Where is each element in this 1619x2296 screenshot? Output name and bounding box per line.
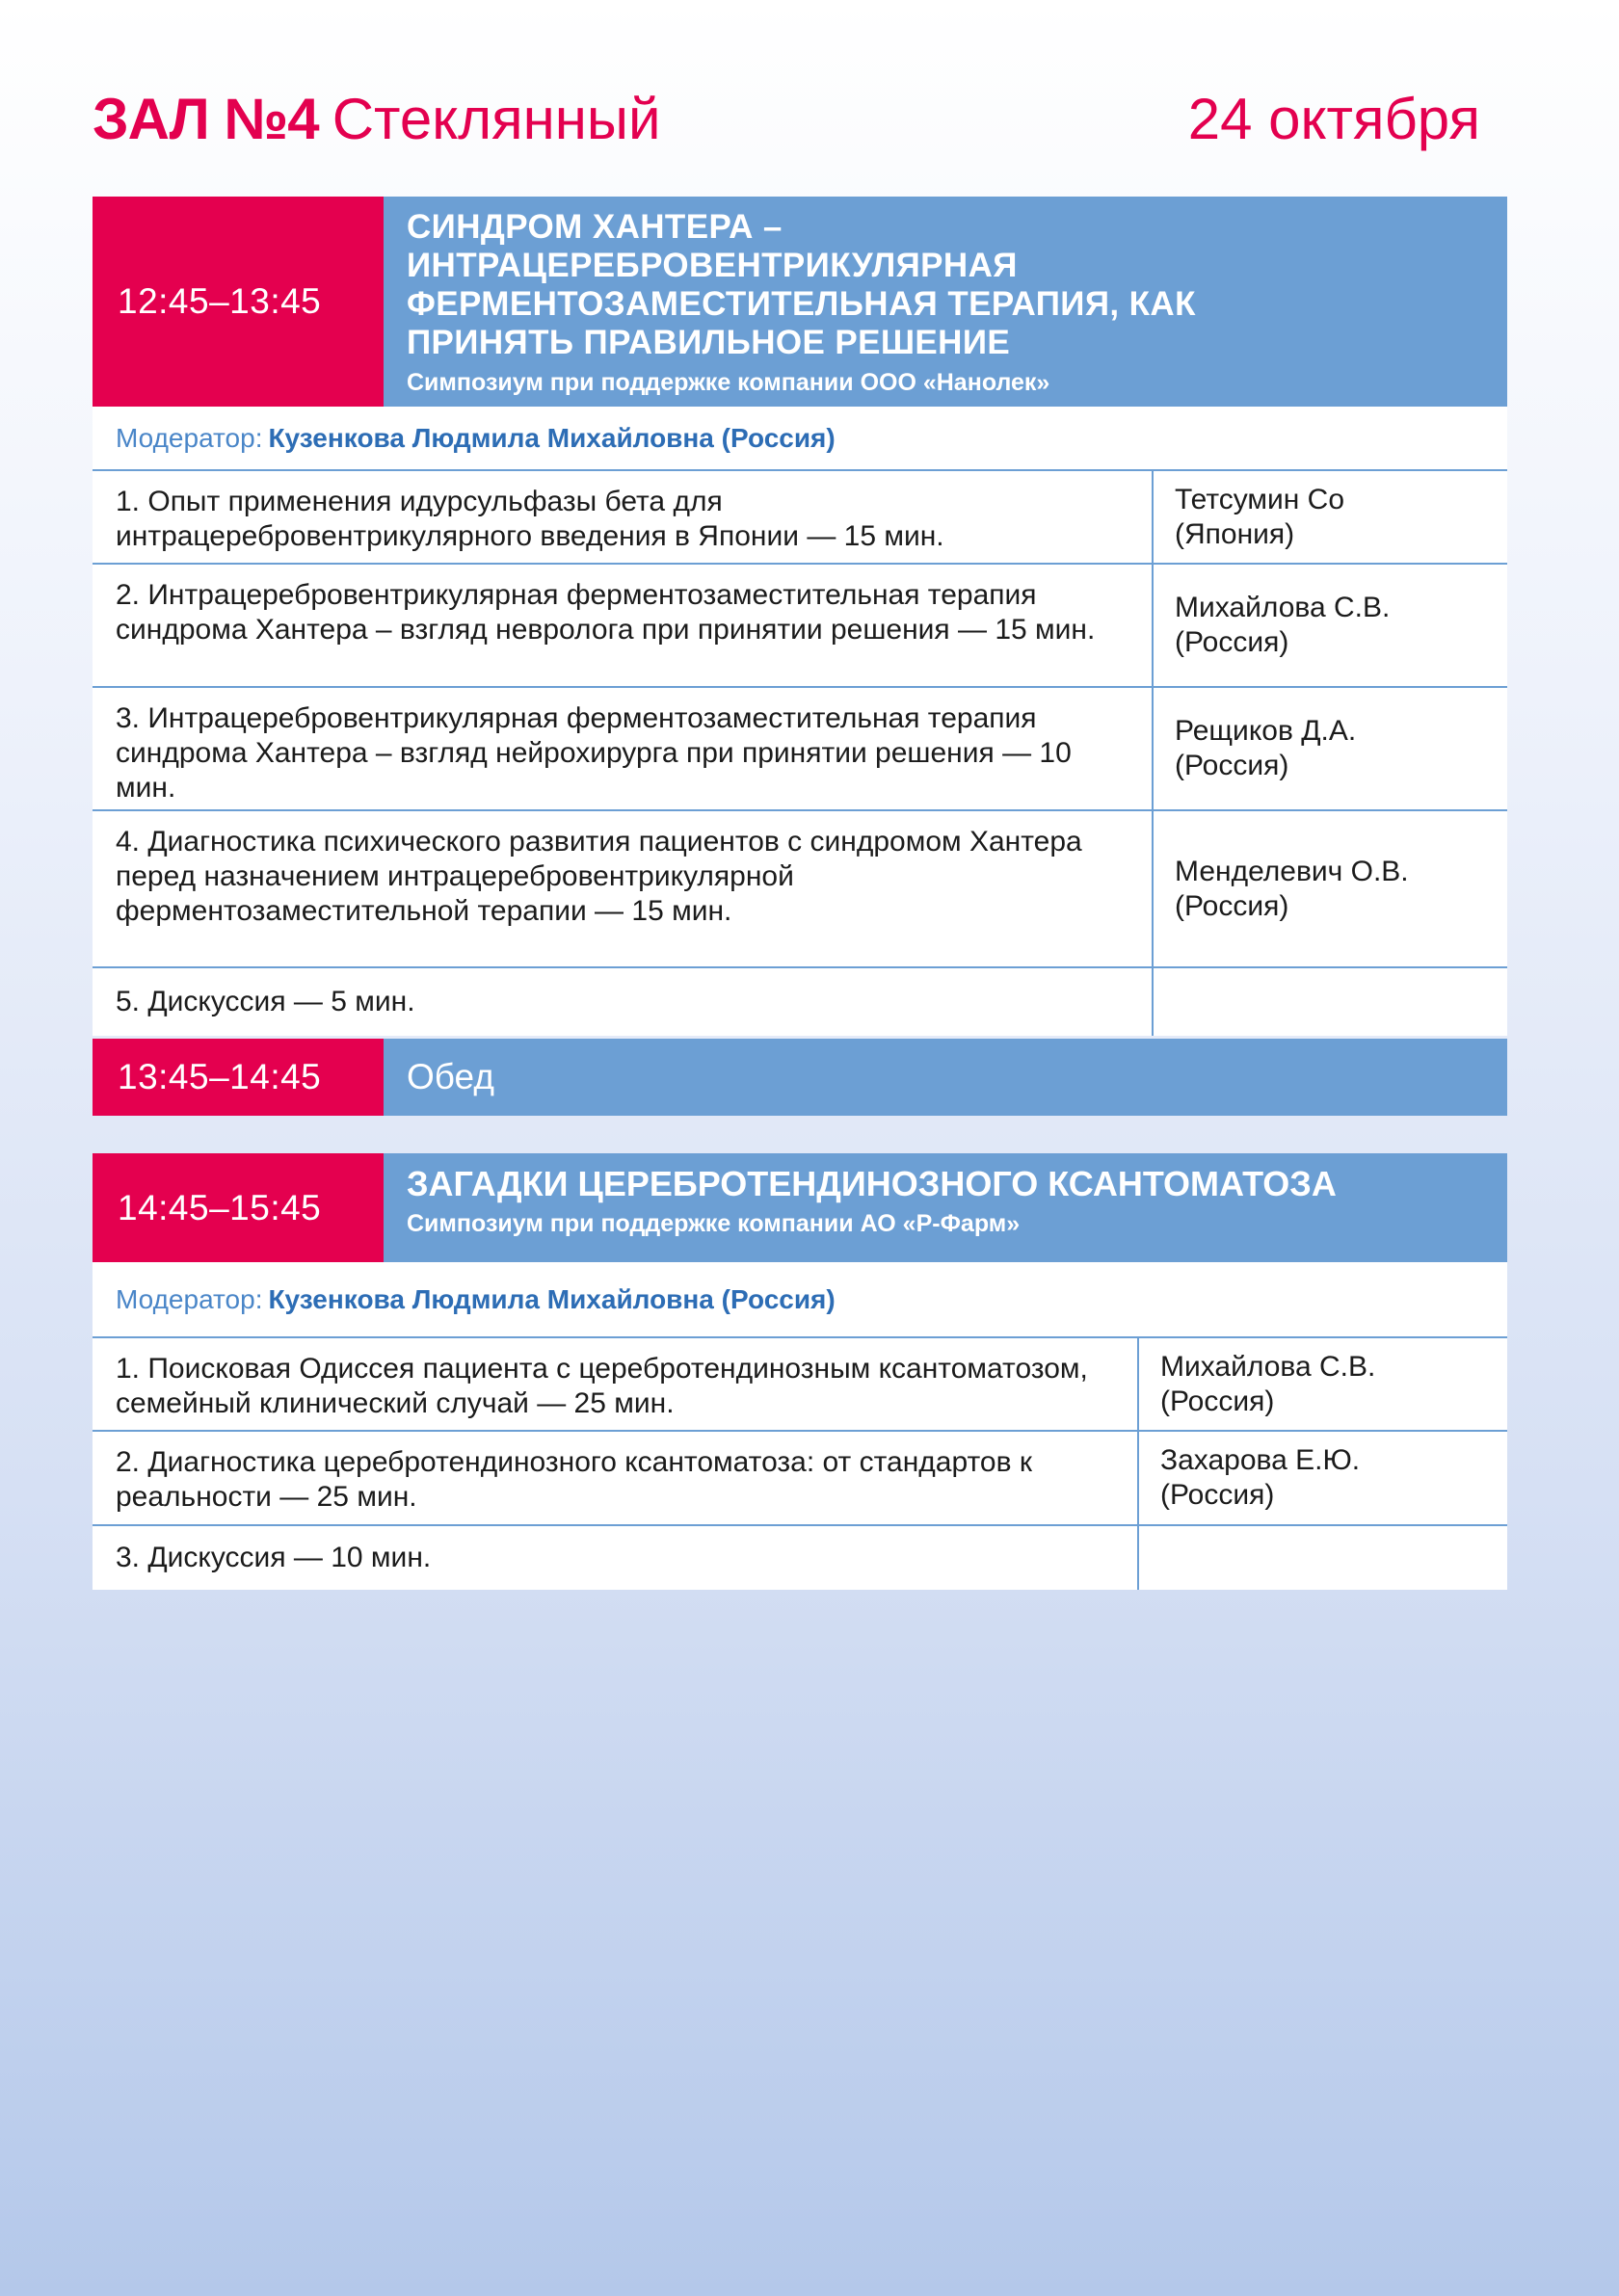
talk-speaker (1139, 1526, 1507, 1590)
speaker-country: (Россия) (1160, 1479, 1275, 1511)
hall-name: Стеклянный (332, 87, 661, 151)
session-title-cell (384, 197, 1507, 407)
session-1 (93, 197, 1507, 1036)
talk-row (93, 968, 1507, 1036)
session-time: 12:45–13:45 (93, 197, 384, 407)
hall-title (93, 81, 661, 158)
speaker-country: (Япония) (1175, 517, 1295, 550)
talk-row (93, 565, 1507, 688)
speaker-country: (Россия) (1175, 750, 1289, 781)
talk-row (93, 471, 1507, 565)
speaker-name: Тетсумин Со (1175, 483, 1345, 515)
talk-speaker (1139, 1338, 1507, 1430)
session-header (93, 1153, 1507, 1262)
session-title: ЗАГАДКИ ЦЕРЕБРОТЕНДИНОЗНОГО КСАНТОМАТОЗА (407, 1164, 1337, 1203)
session-2 (93, 1153, 1507, 1590)
moderator-row (93, 407, 1507, 471)
talk-speaker (1154, 811, 1507, 966)
moderator-label: Модератор: (116, 422, 263, 453)
session-sponsor: Симпозиум при поддержке компании ООО «Нанолек» (407, 369, 1050, 396)
talk-speaker (1154, 968, 1507, 1036)
talk-speaker (1154, 471, 1507, 563)
speaker-country: (Россия) (1175, 626, 1289, 658)
talk-list (93, 1338, 1507, 1590)
break-block (93, 1039, 1507, 1116)
talk-title: 1. Поисковая Одиссея пациента с церебротендинозным ксантоматозом, семейный клинический случай — 25 мин. (93, 1338, 1139, 1430)
session-title: СИНДРОМ ХАНТЕРА – ИНТРАЦЕРЕБРОВЕНТРИКУЛЯРНАЯ ФЕРМЕНТОЗАМЕСТИТЕЛЬНАЯ ТЕРАПИЯ, КАК ПРИНЯТЬ ПРАВИЛЬНОЕ РЕШЕНИЕ (407, 208, 1196, 361)
talk-row (93, 1338, 1507, 1432)
talk-title: 2. Интрацеребровентрикулярная ферментозаместительная терапия синдрома Хантера – взгляд невролога при принятии решения — 15 мин. (93, 565, 1154, 686)
speaker-name: Рещиков Д.А. (1175, 715, 1357, 747)
event-date: 24 октября (1187, 87, 1480, 151)
speaker-name: Менделевич О.В. (1175, 855, 1409, 887)
speaker-country: (Россия) (1160, 1385, 1275, 1417)
session-sponsor: Симпозиум при поддержке компании АО «Р-Фарм» (407, 1210, 1021, 1237)
talk-row (93, 1526, 1507, 1590)
break-row (93, 1039, 1507, 1116)
talk-speaker (1154, 688, 1507, 809)
talk-list (93, 471, 1507, 1036)
talk-title: 1. Опыт применения идурсульфазы бета для интрацеребровентрикулярного введения в Японии — 15 мин. (93, 471, 1154, 563)
moderator-name: Кузенкова Людмила Михайловна (Россия) (268, 422, 836, 453)
moderator-row (93, 1262, 1507, 1338)
talk-title: 3. Дискуссия — 10 мин. (93, 1526, 1139, 1590)
session-time: 14:45–15:45 (93, 1153, 384, 1262)
talk-speaker (1139, 1432, 1507, 1524)
talk-speaker (1154, 565, 1507, 686)
speaker-name: Михайлова С.В. (1160, 1350, 1376, 1383)
speaker-name: Захарова Е.Ю. (1160, 1444, 1361, 1476)
talk-row (93, 811, 1507, 968)
break-label: Обед (384, 1039, 1507, 1116)
moderator-label: Модератор: (116, 1283, 263, 1314)
talk-title: 5. Дискуссия — 5 мин. (93, 968, 1154, 1036)
session-header (93, 197, 1507, 407)
session-title-cell (384, 1153, 1507, 1262)
talk-title: 3. Интрацеребровентрикулярная ферментозаместительная терапия синдрома Хантера – взгляд нейрохирурга при принятии решения — 10 мин. (93, 688, 1154, 809)
moderator-name: Кузенкова Людмила Михайловна (Россия) (268, 1283, 836, 1314)
talk-title: 4. Диагностика психического развития пациентов с синдромом Хантера перед назначением интрацеребровентрикулярной ферментозаместительной терапии — 15 мин. (93, 811, 1154, 966)
speaker-name: Михайлова С.В. (1175, 592, 1391, 623)
break-time: 13:45–14:45 (93, 1039, 384, 1116)
page-header (93, 81, 1480, 158)
speaker-country: (Россия) (1175, 889, 1289, 922)
talk-row (93, 688, 1507, 811)
talk-row (93, 1432, 1507, 1526)
talk-title: 2. Диагностика церебротендинозного ксантоматоза: от стандартов к реальности — 25 мин. (93, 1432, 1139, 1524)
hall-number: ЗАЛ №4 (93, 87, 319, 151)
